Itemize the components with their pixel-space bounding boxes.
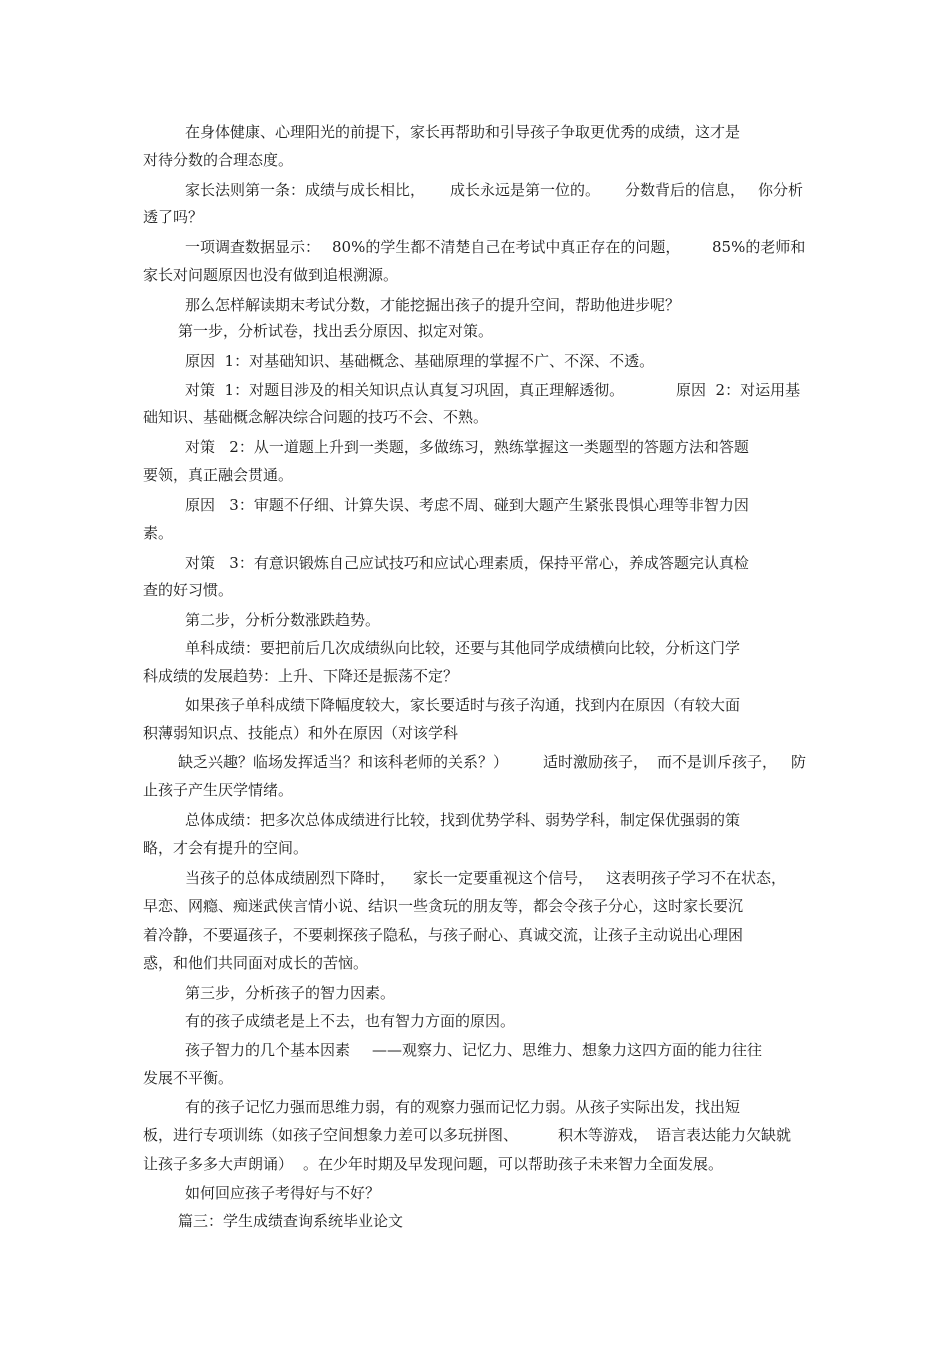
text-line	[0, 1183, 950, 1203]
text-segment: 在身体健康、心理阳光的前提下，家长再帮助和引导孩子争取更优秀的成绩，这才是	[185, 123, 741, 141]
text-segment: 科成绩的发展趋势：上升、下降还是振荡不定？	[143, 667, 459, 685]
text-segment: 原因 2：对运用基	[676, 381, 801, 399]
text-segment: 缺乏兴趣？临场发挥适当？和该科老师的关系？）	[178, 753, 509, 771]
text-segment: 80%的学生都不清楚自己在考试中真正存在的问题，	[332, 238, 681, 256]
text-line	[0, 207, 950, 227]
text-segment: 原因 1：对基础知识、基础概念、基础原理的掌握不广、不深、不透。	[185, 352, 655, 370]
section-heading	[0, 983, 950, 1003]
text-line	[0, 180, 950, 200]
text-line	[0, 810, 950, 830]
text-line	[0, 553, 950, 573]
text-segment: 对策 3：有意识锻炼自己应试技巧和应试心理素质，保持平常心，养成答题完认真检	[185, 554, 749, 572]
text-segment: 家长一定要重视这个信号，	[413, 869, 594, 887]
text-segment: 你分析	[758, 181, 804, 199]
text-segment: 一项调查数据显示：	[185, 238, 321, 256]
text-segment: 板，进行专项训练（如孩子空间想象力差可以多玩拼图、	[143, 1126, 519, 1144]
text-line	[0, 380, 950, 400]
section-heading	[0, 321, 950, 341]
text-segment: 有的孩子成绩老是上不去，也有智力方面的原因。	[185, 1012, 516, 1030]
text-segment: 础知识、基础概念解决综合问题的技巧不会、不熟。	[143, 408, 489, 426]
text-line	[0, 953, 950, 973]
text-segment: 对待分数的合理态度。	[143, 151, 294, 169]
text-segment: 而不是训斥孩子，	[657, 753, 778, 771]
text-segment: 。在少年时期及早发现问题，可以帮助孩子未来智力全面发展。	[303, 1155, 724, 1173]
text-segment: 积木等游戏，	[558, 1126, 649, 1144]
text-segment: 早恋、网瘾、痴迷武侠言情小说、结识一些贪玩的朋友等，都会令孩子分心，这时家长要沉	[143, 897, 744, 915]
text-line	[0, 723, 950, 743]
text-line	[0, 1097, 950, 1117]
text-line	[0, 580, 950, 600]
text-segment: 略，才会有提升的空间。	[143, 839, 309, 857]
text-segment: 要领，真正融会贯通。	[143, 466, 294, 484]
text-line	[0, 868, 950, 888]
text-segment: 适时激励孩子，	[543, 753, 649, 771]
text-line	[0, 122, 950, 142]
text-segment: 积薄弱知识点、技能点）和外在原因（对该学科	[143, 724, 459, 742]
text-line	[0, 1011, 950, 1031]
text-line	[0, 237, 950, 257]
text-segment: 对策 1：对题目涉及的相关知识点认真复习巩固，真正理解透彻。	[185, 381, 625, 399]
text-segment: 原因 3：审题不仔细、计算失误、考虑不周、碰到大题产生紧张畏惧心理等非智力因	[185, 496, 749, 514]
text-segment: 篇三：学生成绩查询系统毕业论文	[178, 1212, 404, 1230]
text-line	[0, 1040, 950, 1060]
text-line	[0, 896, 950, 916]
text-segment: 第三步，分析孩子的智力因素。	[185, 984, 396, 1002]
text-segment: 这表明孩子学习不在状态，	[606, 869, 787, 887]
text-segment: ——观察力、记忆力、思维力、想象力这四方面的能力往往	[372, 1041, 763, 1059]
text-segment: 总体成绩：把多次总体成绩进行比较，找到优势学科、弱势学科，制定保优强弱的策	[185, 811, 741, 829]
text-line	[0, 925, 950, 945]
text-segment: 有的孩子记忆力强而思维力弱，有的观察力强而记忆力弱。从孩子实际出发，找出短	[185, 1098, 741, 1116]
text-segment: 如何回应孩子考得好与不好？	[185, 1184, 381, 1202]
text-segment: 止孩子产生厌学情绪。	[143, 781, 294, 799]
text-segment: 让孩子多多大声朗诵）	[143, 1155, 294, 1173]
text-segment: 对策 2：从一道题上升到一类题，多做练习，熟练掌握这一类题型的答题方法和答题	[185, 438, 749, 456]
text-line	[0, 1154, 950, 1174]
text-segment: 第二步，分析分数涨跌趋势。	[185, 611, 381, 629]
text-line	[0, 695, 950, 715]
text-segment: 85%的老师和	[712, 238, 806, 256]
text-line	[0, 437, 950, 457]
text-segment: 成长永远是第一位的。	[450, 181, 601, 199]
text-segment: 家长对问题原因也没有做到追根溯源。	[143, 266, 399, 284]
text-segment: 家长法则第一条：成绩与成长相比，	[185, 181, 426, 199]
text-segment: 孩子智力的几个基本因素	[185, 1041, 351, 1059]
text-line	[0, 265, 950, 285]
text-line	[0, 1068, 950, 1088]
text-line	[0, 465, 950, 485]
text-segment: 语言表达能力欠缺就	[656, 1126, 792, 1144]
text-segment: 着冷静，不要逼孩子，不要刺探孩子隐私，与孩子耐心、真诚交流，让孩子主动说出心理困	[143, 926, 744, 944]
text-line	[0, 495, 950, 515]
text-line	[0, 351, 950, 371]
text-line	[0, 638, 950, 658]
text-segment: 查的好习惯。	[143, 581, 234, 599]
text-segment: 那么怎样解读期末考试分数，才能挖掘出孩子的提升空间，帮助他进步呢？	[185, 296, 681, 314]
text-line	[0, 780, 950, 800]
text-segment: 分数背后的信息，	[625, 181, 746, 199]
section-heading	[0, 610, 950, 630]
text-line	[0, 752, 950, 772]
text-line	[0, 523, 950, 543]
text-segment: 透了吗？	[143, 208, 204, 226]
text-line	[0, 838, 950, 858]
text-segment: 发展不平衡。	[143, 1069, 234, 1087]
text-line	[0, 1125, 950, 1145]
section-heading	[0, 1211, 950, 1231]
text-segment: 防	[791, 753, 807, 771]
text-segment: 如果孩子单科成绩下降幅度较大，家长要适时与孩子沟通，找到内在原因（有较大面	[185, 696, 741, 714]
text-line	[0, 666, 950, 686]
text-segment: 当孩子的总体成绩剧烈下降时，	[185, 869, 396, 887]
text-line	[0, 295, 950, 315]
text-segment: 单科成绩：要把前后几次成绩纵向比较，还要与其他同学成绩横向比较，分析这门学	[185, 639, 741, 657]
text-line	[0, 407, 950, 427]
text-segment: 第一步，分析试卷，找出丢分原因、拟定对策。	[178, 322, 494, 340]
text-segment: 惑，和他们共同面对成长的苦恼。	[143, 954, 369, 972]
text-line	[0, 150, 950, 170]
text-segment: 素。	[143, 524, 174, 542]
